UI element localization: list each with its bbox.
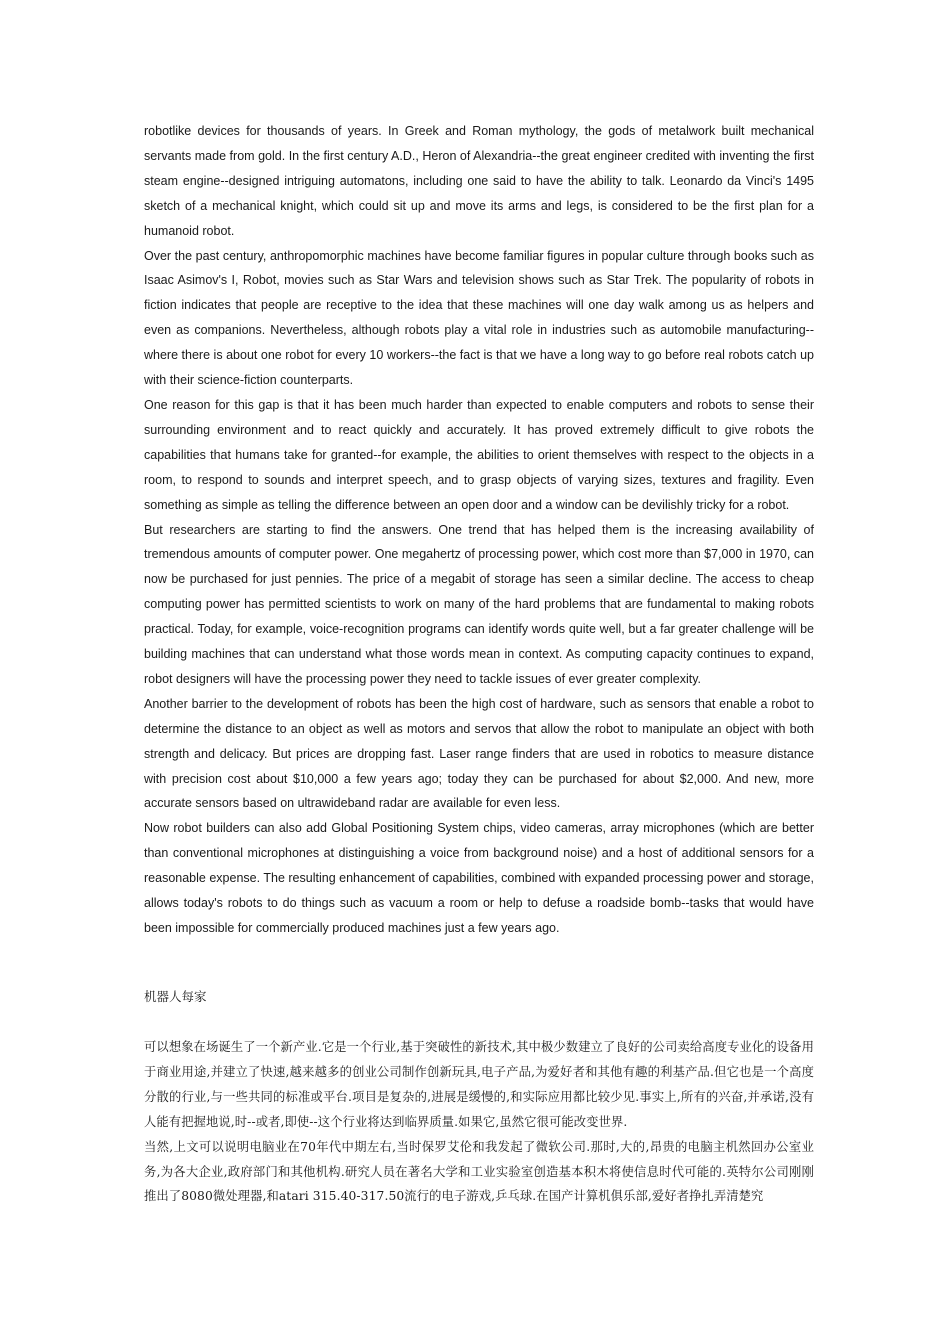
chinese-paragraph-2: 当然,上文可以说明电脑业在70年代中期左右,当时保罗艾伦和我发起了微软公司.那时,大的,昂贵的电脑主机然回办公室业务,为各大企业,政府部门和其他机构.研究人员在著名大学和工业实验室创造基本积木将使信息时代可能的.英特尔公司刚刚推出了8080微处理器,和atari 315.40-317.50流行的电子游戏,乒乓球.在国产计算机俱乐部,爱好者挣扎弄清楚究 [144,1139,814,1204]
english-paragraph-4: But researchers are starting to find the answers. One trend that has helped them is the increasing availability of tremendous amounts of computer power. One megahertz of processing power, which cost more than $7,000 in 1970, can now be purchased for just pennies. The price of a megabit of storage has seen a similar decline. The access to cheap computing power has permitted scientists to work on many of the hard problems that are fundamental to making robots practical. Today, for example, voice-recognition programs can identify words quite well, but a far greater challenge will be building machines that can understand what those words mean in context. As computing capacity continues to expand, robot designers will have the processing power they need to tackle issues of ever greater complexity. [144,522,814,686]
document-page [144,119,814,1204]
english-paragraph-1: robotlike devices for thousands of years. In Greek and Roman mythology, the gods of metalwork built mechanical servants made from gold. In the first century A.D., Heron of Alexandria--the great engineer credited with inventing the first steam engine--designed intriguing automatons, including one said to have the ability to talk. Leonardo da Vinci's 1495 sketch of a mechanical knight, which could sit up and move its arms and legs, is considered to be the first plan for a humanoid robot. [144,124,814,238]
english-paragraph-2: Over the past century, anthropomorphic machines have become familiar figures in popular culture through books such as Isaac Asimov's I, Robot, movies such as Star Wars and television shows such as Star Trek. The popularity of robots in fiction indicates that people are receptive to the idea that these machines will one day walk among us as helpers and even as companions. Nevertheless, although robots play a vital role in industries such as automobile manufacturing--where there is about one robot for every 10 workers--the fact is that we have a long way to go before real robots catch up with their science-fiction counterparts. [144,248,814,388]
chinese-text-block [144,1035,814,1209]
english-paragraph-3: One reason for this gap is that it has been much harder than expected to enable computers and robots to sense their surrounding environment and to react quickly and accurately. It has proved extremely difficult to give robots the capabilities that humans take for granted--for example, the abilities to orient themselves with respect to the objects in a room, to respond to sounds and interpret speech, and to grasp objects of varying sizes, textures and fragility. Even something as simple as telling the difference between an open door and a window can be devilishly tricky for a robot. [144,397,814,512]
chinese-section-title: 机器人每家 [144,989,207,1004]
english-paragraph-5: Another barrier to the development of robots has been the high cost of hardware, such as sensors that enable a robot to determine the distance to an object as well as motors and servos that allow the robot to manipulate an object with both strength and delicacy. But prices are dropping fast. Laser range finders that are used in robotics to measure distance with precision cost about $10,000 a few years ago; today they can be purchased for about $2,000. And new, more accurate sensors based on ultrawideband radar are available for even less. [144,696,814,811]
english-paragraph-6: Now robot builders can also add Global Positioning System chips, video cameras, array microphones (which are better than conventional microphones at distinguishing a voice from background noise) and a host of additional sensors for a reasonable expense. The resulting enhancement of capabilities, combined with expanded processing power and storage, allows today's robots to do things such as vacuum a room or help to defuse a roadside bomb--tasks that would have been impossible for commercially produced machines just a few years ago. [144,821,814,935]
chinese-paragraph-1: 可以想象在场诞生了一个新产业.它是一个行业,基于突破性的新技术,其中极少数建立了良好的公司卖给高度专业化的设备用于商业用途,并建立了快速,越来越多的创业公司制作创新玩具,电子产品,为爱好者和其他有趣的利基产品.但它也是一个高度分散的行业,与一些共同的标准或平台.项目是复杂的,进展是缓慢的,和实际应用都比较少见.事实上,所有的兴奋,并承诺,没有人能有把握地说,时--或者,即使--这个行业将达到临界质量.如果它,虽然它很可能改变世界. [144,1040,814,1129]
